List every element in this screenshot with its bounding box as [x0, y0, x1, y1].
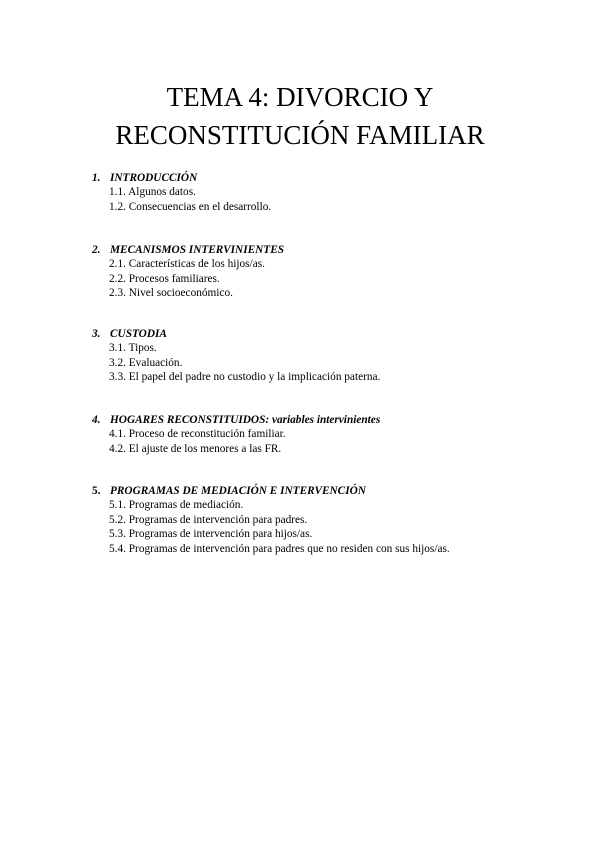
section-heading: [92, 327, 380, 341]
section-introduccion: [92, 171, 271, 214]
section-title: CUSTODIA: [110, 328, 167, 340]
document-title: [0, 78, 600, 154]
subsection-item: 1.2. Consecuencias en el desarrollo.: [109, 200, 272, 213]
section-mecanismos: [92, 243, 284, 301]
section-programas: [92, 484, 450, 556]
subsection-item: 3.2. Evaluación.: [109, 356, 183, 369]
subsection-item: 5.3. Programas de intervención para hijos/as.: [109, 528, 313, 541]
section-hogares-reconstituidos: [92, 413, 380, 456]
subsection-item: 4.1. Proceso de reconstitución familiar.: [109, 428, 286, 441]
section-heading: [92, 413, 380, 427]
section-number: 1.: [92, 172, 101, 184]
subsection-item: 1.1. Algunos datos.: [109, 186, 196, 199]
section-custodia: [92, 327, 380, 385]
section-title: INTRODUCCIÓN: [110, 172, 198, 184]
section-heading: [92, 243, 284, 257]
section-title: MECANISMOS INTERVINIENTES: [110, 244, 285, 256]
section-heading: [92, 171, 271, 185]
subsection-item: 5.4. Programas de intervención para padres que no residen con sus hijos/as.: [109, 542, 450, 555]
section-heading: [92, 484, 450, 498]
subsection-item: 2.2. Procesos familiares.: [109, 272, 220, 285]
subsection-item: 2.3. Nivel socioeconómico.: [109, 287, 233, 300]
title-line-2: RECONSTITUCIÓN FAMILIAR: [115, 120, 485, 150]
section-number: 3.: [92, 328, 101, 340]
section-title: HOGARES RECONSTITUIDOS: variables intervinientes: [110, 414, 381, 426]
subsection-item: 2.1. Características de los hijos/as.: [109, 258, 265, 271]
subsection-item: 5.2. Programas de intervención para padres.: [109, 513, 308, 526]
section-number: 2.: [92, 244, 101, 256]
subsection-item: 3.3. El papel del padre no custodio y la implicación paterna.: [109, 371, 381, 384]
section-title: PROGRAMAS DE MEDIACIÓN E INTERVENCIÓN: [110, 485, 366, 497]
title-line-1: TEMA 4: DIVORCIO Y: [166, 82, 434, 112]
section-number: 4.: [92, 414, 101, 426]
section-number: 5.: [92, 485, 101, 497]
subsection-item: 3.1. Tipos.: [109, 342, 157, 355]
subsection-item: 5.1. Programas de mediación.: [109, 499, 244, 512]
subsection-item: 4.2. El ajuste de los menores a las FR.: [109, 442, 282, 455]
